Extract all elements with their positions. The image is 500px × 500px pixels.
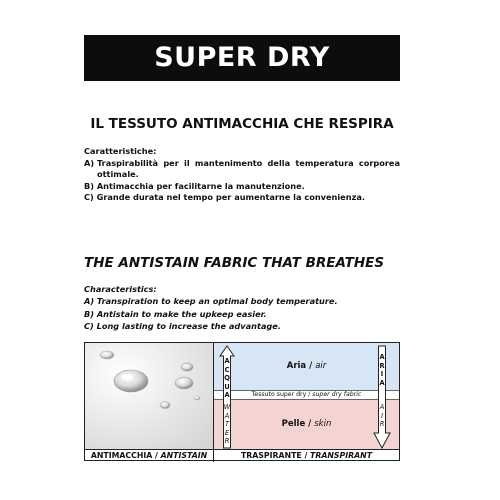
left-arrow-letter: C — [224, 365, 230, 374]
air-label-it: Aria / — [286, 361, 313, 371]
caption-transpirant — [214, 449, 399, 462]
english-features-label: Characteristics: — [84, 284, 157, 294]
skin-label-it: Pelle / — [281, 419, 312, 429]
small-drop-2 — [160, 402, 170, 409]
air-label — [214, 361, 399, 371]
italian-feature-a-line2: ottimale. — [97, 169, 139, 180]
title-banner: SUPER DRY — [84, 35, 400, 81]
english-feature-b: B) Antistain to make the upkeep easier. — [84, 308, 267, 319]
english-heading: THE ANTISTAIN FABRIC THAT BREATHES — [84, 255, 385, 271]
italian-heading: IL TESSUTO ANTIMACCHIA CHE RESPIRA — [90, 116, 394, 132]
left-arrow-label-bottom — [222, 403, 232, 446]
left-arrow-letter: A — [224, 411, 230, 420]
right-arrow-letter: A — [379, 403, 385, 411]
caption-antistain-it: ANTIMACCHIA / — [90, 451, 158, 460]
caption-antistain-en: ANTISTAIN — [160, 451, 208, 460]
italian-feature-c: C) Grande durata nel tempo per aumentarne la convenienza. — [84, 192, 365, 203]
italian-feature-b: B) Antimacchia per facilitarne la manutenzione. — [84, 180, 305, 191]
caption-transpirant-it: TRASPIRANTE / — [240, 451, 308, 460]
left-arrow-letter: A — [224, 357, 230, 365]
italian-feature-a — [84, 158, 400, 170]
large-drop-highlight — [121, 374, 133, 380]
fabric-band-label-it: Tessuto super dry / — [251, 391, 311, 398]
italian-features-label: Caratteristiche: — [84, 146, 157, 156]
left-arrow-letter: U — [224, 382, 230, 391]
water-drops-illustration — [85, 343, 213, 449]
italian-feature-a-prefix: A) — [84, 157, 95, 168]
left-arrow-letter: E — [224, 428, 230, 437]
right-arrow-letter: I — [380, 370, 384, 379]
water-drops-photo — [85, 343, 214, 449]
fabric-band — [214, 390, 399, 400]
right-arrow-letter: R — [379, 420, 385, 429]
fabric-diagram — [84, 342, 400, 461]
english-features — [84, 283, 400, 333]
italian-features — [84, 146, 400, 204]
large-drop — [114, 370, 148, 392]
caption-antistain — [85, 449, 214, 462]
left-arrow-letter: T — [224, 420, 230, 429]
english-feature-a: A) Transpiration to keep an optimal body temperature. — [84, 296, 338, 307]
left-arrow-letter: R — [224, 437, 230, 446]
skin-label — [214, 419, 399, 429]
english-feature-c: C) Long lasting to increase the advantage. — [84, 321, 281, 332]
left-arrow-letter: A — [224, 391, 230, 400]
right-arrow-label-bottom — [377, 403, 387, 429]
right-arrow-letter: A — [379, 378, 385, 387]
tiny-drop — [194, 396, 200, 400]
right-arrow-letter: I — [381, 411, 383, 420]
fabric-band-label-en: super dry fabric — [312, 391, 362, 398]
right-arrow-letter: A — [379, 353, 385, 361]
small-drop-1 — [181, 363, 193, 371]
medium-drop — [175, 377, 193, 389]
caption-transpirant-en: TRANSPIRANT — [310, 451, 373, 460]
skin-label-en: skin — [314, 419, 332, 429]
air-label-en: air — [315, 361, 327, 371]
right-arrow-letter: R — [379, 361, 385, 370]
left-arrow-label-top — [222, 357, 232, 400]
left-arrow-letter: W — [223, 403, 231, 411]
italian-feature-a-line1: Traspirabilità per il mantenimento della temperatura corporea — [97, 157, 400, 168]
small-drop-3 — [100, 351, 114, 359]
left-arrow-letter: Q — [224, 374, 230, 383]
right-arrow-label-top — [377, 353, 387, 387]
